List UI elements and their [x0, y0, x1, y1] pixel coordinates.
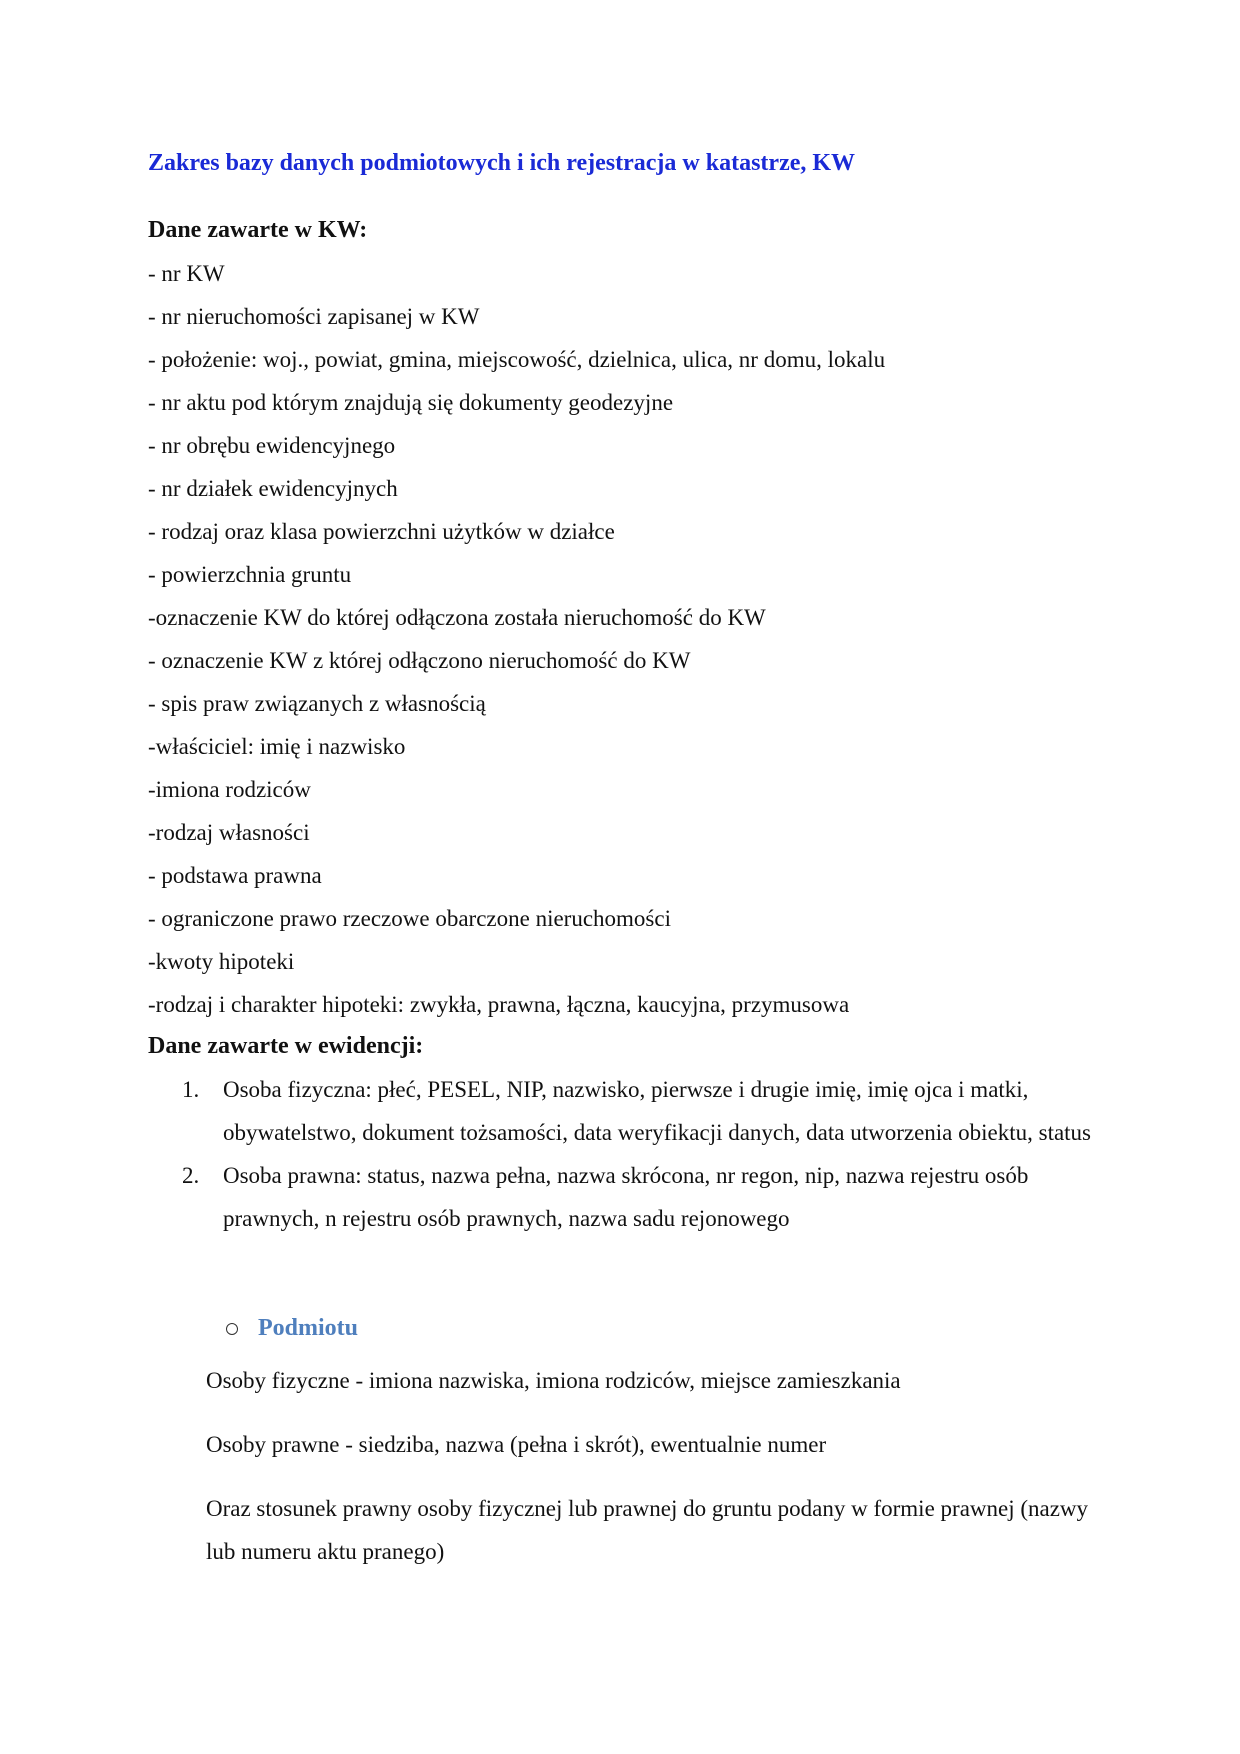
list-item: - rodzaj oraz klasa powierzchni użytków w działce — [148, 519, 615, 544]
hollow-circle-bullet-icon — [226, 1323, 238, 1335]
list-item: - nr KW — [148, 261, 225, 286]
list-item: - powierzchnia gruntu — [148, 562, 352, 587]
list-item: -rodzaj i charakter hipoteki: zwykła, prawna, łączna, kaucyjna, przymusowa — [148, 992, 850, 1017]
kw-section-heading: Dane zawarte w KW: — [148, 217, 368, 243]
list-item: -właściciel: imię i nazwisko — [148, 734, 406, 759]
subject-subheading — [258, 1310, 358, 1346]
registry-section-heading: Dane zawarte w ewidencji: — [148, 1033, 424, 1059]
list-item: - nr obrębu ewidencyjnego — [148, 433, 396, 458]
list-item: - oznaczenie KW z której odłączono nieruchomość do KW — [148, 648, 691, 673]
list-item: -imiona rodziców — [148, 777, 311, 802]
list-item: - spis praw związanych z własnością — [148, 691, 486, 716]
numbered-list-item — [148, 1154, 1093, 1240]
list-item: - nr działek ewidencyjnych — [148, 476, 398, 501]
list-number: 1. — [182, 1077, 200, 1102]
document-title: Zakres bazy danych podmiotowych i ich rejestracja w katastrze, KW — [148, 150, 856, 176]
list-item: - położenie: woj., powiat, gmina, miejscowość, dzielnica, ulica, nr domu, lokalu — [148, 347, 886, 372]
kw-data-section — [148, 209, 1128, 1026]
list-item: - ograniczone prawo rzeczowe obarczone nieruchomości — [148, 906, 671, 931]
list-item: -oznaczenie KW do której odłączona została nieruchomość do KW — [148, 605, 766, 630]
paragraph: Osoby prawne - siedziba, nazwa (pełna i skrót), ewentualnie numer — [206, 1432, 827, 1457]
list-item: - nr nieruchomości zapisanej w KW — [148, 304, 480, 329]
list-number: 2. — [182, 1163, 200, 1188]
registry-data-section — [148, 1025, 1128, 1240]
list-item: - podstawa prawna — [148, 863, 322, 888]
registry-numbered-list — [148, 1068, 1128, 1240]
numbered-list-item — [148, 1068, 1093, 1154]
list-item: -kwoty hipoteki — [148, 949, 295, 974]
list-item-text: Osoba fizyczna: płeć, PESEL, NIP, nazwisko, pierwsze i drugie imię, imię ojca i matki, obywatelstwo, dokument tożsamości, data weryfikacji danych, data utworzenia obiektu, status — [223, 1077, 1092, 1145]
list-item: - nr aktu pod którym znajdują się dokumenty geodezyjne — [148, 390, 674, 415]
paragraph: Oraz stosunek prawny osoby fizycznej lub prawnej do gruntu podany w formie prawnej (nazwy lub numeru aktu pranego) — [206, 1496, 1089, 1564]
kw-data-list — [148, 252, 1128, 1026]
paragraph: Osoby fizyczne - imiona nazwiska, imiona rodziców, miejsce zamieszkania — [206, 1368, 901, 1393]
list-item-text: Osoba prawna: status, nazwa pełna, nazwa skrócona, nr regon, nip, nazwa rejestru osób prawnych, n rejestru osób prawnych, nazwa sadu rejonowego — [223, 1163, 1029, 1231]
subheading-text: Podmiotu — [258, 1315, 359, 1341]
list-item: -rodzaj własności — [148, 820, 310, 845]
